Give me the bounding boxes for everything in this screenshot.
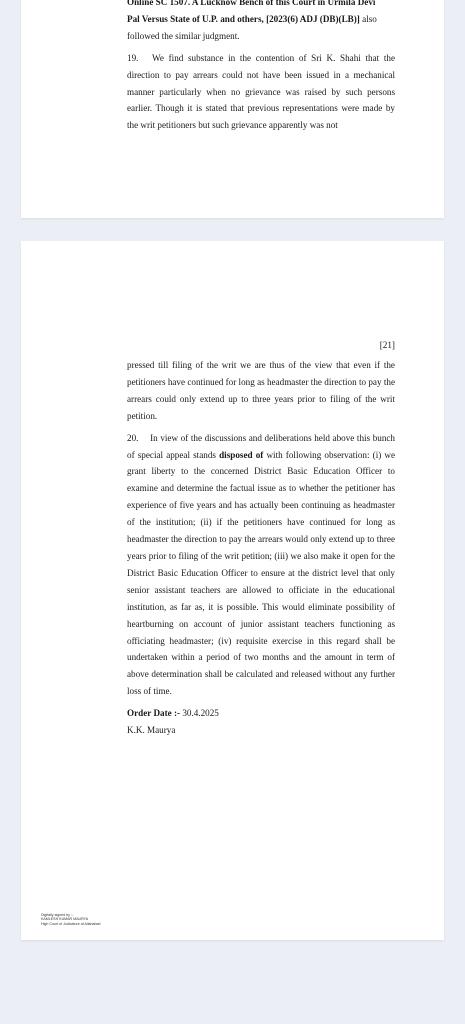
page-2-text xyxy=(127,357,395,739)
order-date xyxy=(127,705,395,722)
paragraph-20-rest: with following observation: (i) we grant liberty to the concerned District Basic Education Officer to examine and determine the factual issue as to whether the petitioner has experience of five years and has actually been continuing as headmaster of the institution; (ii) if the petitioners have continued for long as headmaster the direction to pay the arrears would only extend up to three years prior to filing of the writ petition; (iii) we also make it open for the District Basic Education Officer to ensure at the district level that only senior assistant teachers are allowed to officiate in the educational institution, as far as, it is possible. This would eliminate possibility of heartburning on account of junior assistant teachers functioning as officiating headmaster; (iv) requisite exercise in this regard shall be undertaken within a period of two months and the amount in term of above determination shall be calculated and released without any further loss of time. xyxy=(127,449,396,697)
digital-signature xyxy=(41,913,101,926)
signature-line-3: High Court of Judicature at Allahabad xyxy=(41,921,101,926)
document-page-1 xyxy=(21,0,444,218)
paragraph-19-continuation: pressed till filing of the writ we are thus of the view that even if the petitioners have continued for long as headmaster the direction to pay the arrears could only extend up to three years prior to filing of the writ petition. xyxy=(127,360,395,421)
order-date-label: Order Date :- xyxy=(127,708,181,719)
page-1-text xyxy=(127,0,395,134)
page-number: [21] xyxy=(379,340,395,350)
citation-bold: Pal Versus State of U.P. and others, [2023(6) ADJ (DB)(LB)] xyxy=(127,13,360,24)
judge-name: K.K. Maurya xyxy=(127,725,176,736)
signature-line-1: Digitally signed by :- xyxy=(41,913,74,917)
similar-judgment-line: followed the similar judgment. xyxy=(127,30,240,41)
paragraph-20-start: 20. In view of the discussions and deliberations held above this bunch of special appeal stands xyxy=(127,432,395,460)
document-page-2 xyxy=(21,241,444,940)
cut-off-line: Online SC 1507. A Lucknow Bench of this Court in Urmila Devi xyxy=(127,0,376,7)
signature-line-2: KAMLESH KUMAR MAURYA xyxy=(41,917,89,922)
paragraph-20 xyxy=(127,430,395,701)
disposed-of-bold: disposed of xyxy=(219,449,264,460)
citation-rest: also xyxy=(362,13,377,24)
paragraph-19: 19. We find substance in the contention of Sri K. Shahi that the direction to pay arrears could not have been issued in a mechanical manner particularly when no grievance was raised by such persons earlier. Though it is stated that previous representations were made by the writ petitioners but such grievance apparently was not xyxy=(127,52,395,131)
citation-line xyxy=(127,11,395,28)
order-date-value: 30.4.2025 xyxy=(182,708,219,719)
